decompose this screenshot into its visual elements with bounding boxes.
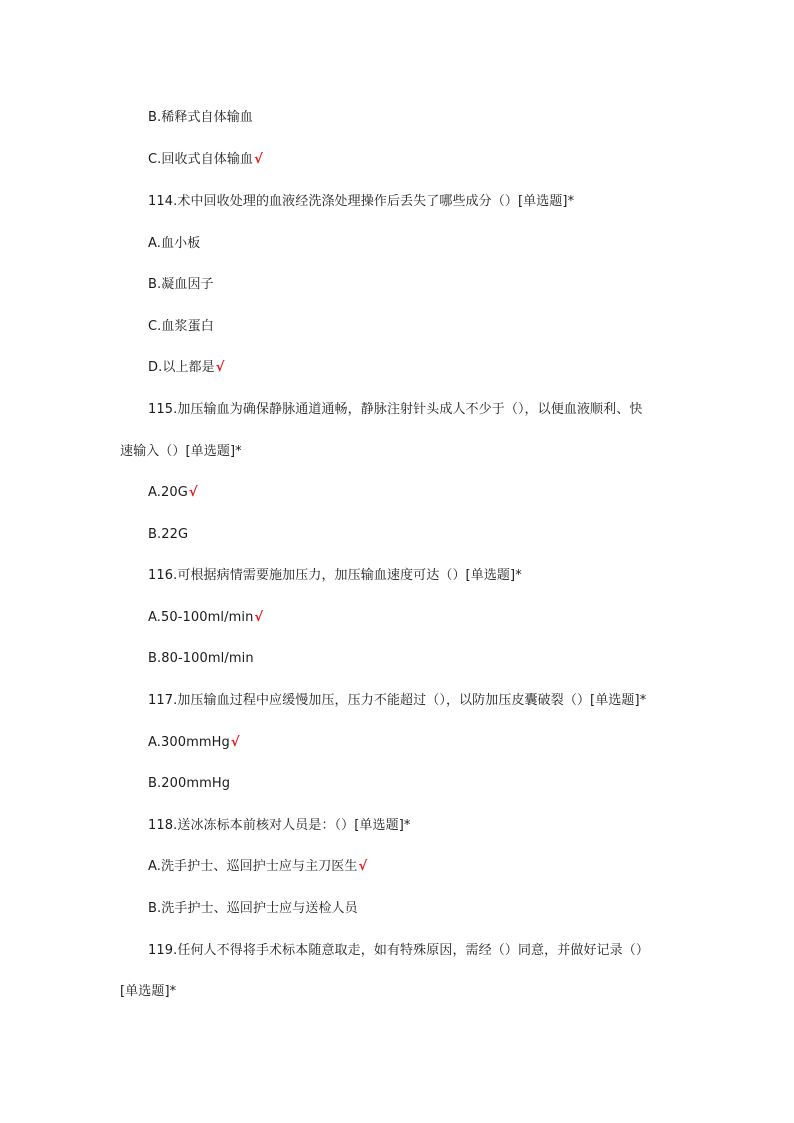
question-text: 116.可根据病情需要施加压力，加压输血速度可达（）[单选题]*: [148, 568, 522, 583]
option-line: [148, 775, 230, 793]
option-text: B.稀释式自体输血: [148, 110, 253, 125]
option-line: [148, 318, 214, 336]
question-line: [148, 567, 522, 585]
question-text: [单选题]*: [120, 984, 177, 999]
option-text: A.300mmHg: [148, 735, 230, 750]
option-line: [148, 650, 254, 668]
question-line: [148, 692, 646, 710]
option-text: B.200mmHg: [148, 776, 231, 791]
question-text: 117.加压输血过程中应缓慢加压，压力不能超过（），以防加压皮囊破裂（）[单选题]*: [148, 693, 647, 708]
question-text: 速输入（）[单选题]*: [120, 444, 242, 459]
option-line: [148, 526, 188, 544]
option-text: A.20G: [148, 485, 188, 500]
correct-check-icon: √: [254, 610, 264, 625]
question-text: 114.术中回收处理的血液经洗涤处理操作后丢失了哪些成分（）[单选题]*: [148, 194, 575, 209]
option-line: [148, 858, 367, 876]
option-line: [148, 235, 200, 253]
question-text: 118.送冰冻标本前核对人员是：（）[单选题]*: [148, 818, 411, 833]
option-line: [148, 151, 263, 169]
correct-check-icon: √: [215, 360, 225, 375]
question-line-continued: [120, 983, 176, 1001]
option-line: [148, 359, 225, 377]
option-text: B.洗手护士、巡回护士应与送检人员: [148, 901, 358, 916]
option-text: D.以上都是: [148, 360, 215, 375]
question-line: [148, 401, 642, 419]
option-text: B.22G: [148, 527, 189, 542]
question-line: [148, 817, 411, 835]
option-text: A.50-100ml/min: [148, 610, 254, 625]
option-line: [148, 276, 214, 294]
option-text: B.80-100ml/min: [148, 651, 254, 666]
option-line: [148, 484, 198, 502]
question-line: [148, 942, 649, 960]
option-text: C.血浆蛋白: [148, 319, 214, 334]
question-line-continued: [120, 443, 242, 461]
question-line: [148, 193, 574, 211]
option-text: C.回收式自体输血: [148, 152, 254, 167]
option-line: [148, 734, 240, 752]
correct-check-icon: √: [230, 735, 240, 750]
option-text: B.凝血因子: [148, 277, 214, 292]
correct-check-icon: √: [188, 485, 198, 500]
option-text: A.洗手护士、巡回护士应与主刀医生: [148, 859, 358, 874]
option-line: [148, 900, 358, 918]
question-text: 119.任何人不得将手术标本随意取走，如有特殊原因，需经（）同意，并做好记录（）: [148, 943, 649, 958]
option-line: [148, 609, 263, 627]
option-text: A.血小板: [148, 236, 201, 251]
correct-check-icon: √: [254, 152, 263, 167]
option-line: [148, 109, 253, 127]
correct-check-icon: √: [358, 859, 368, 874]
question-text: 115.加压输血为确保静脉通道通畅，静脉注射针头成人不少于（），以便血液顺利、快: [148, 402, 643, 417]
